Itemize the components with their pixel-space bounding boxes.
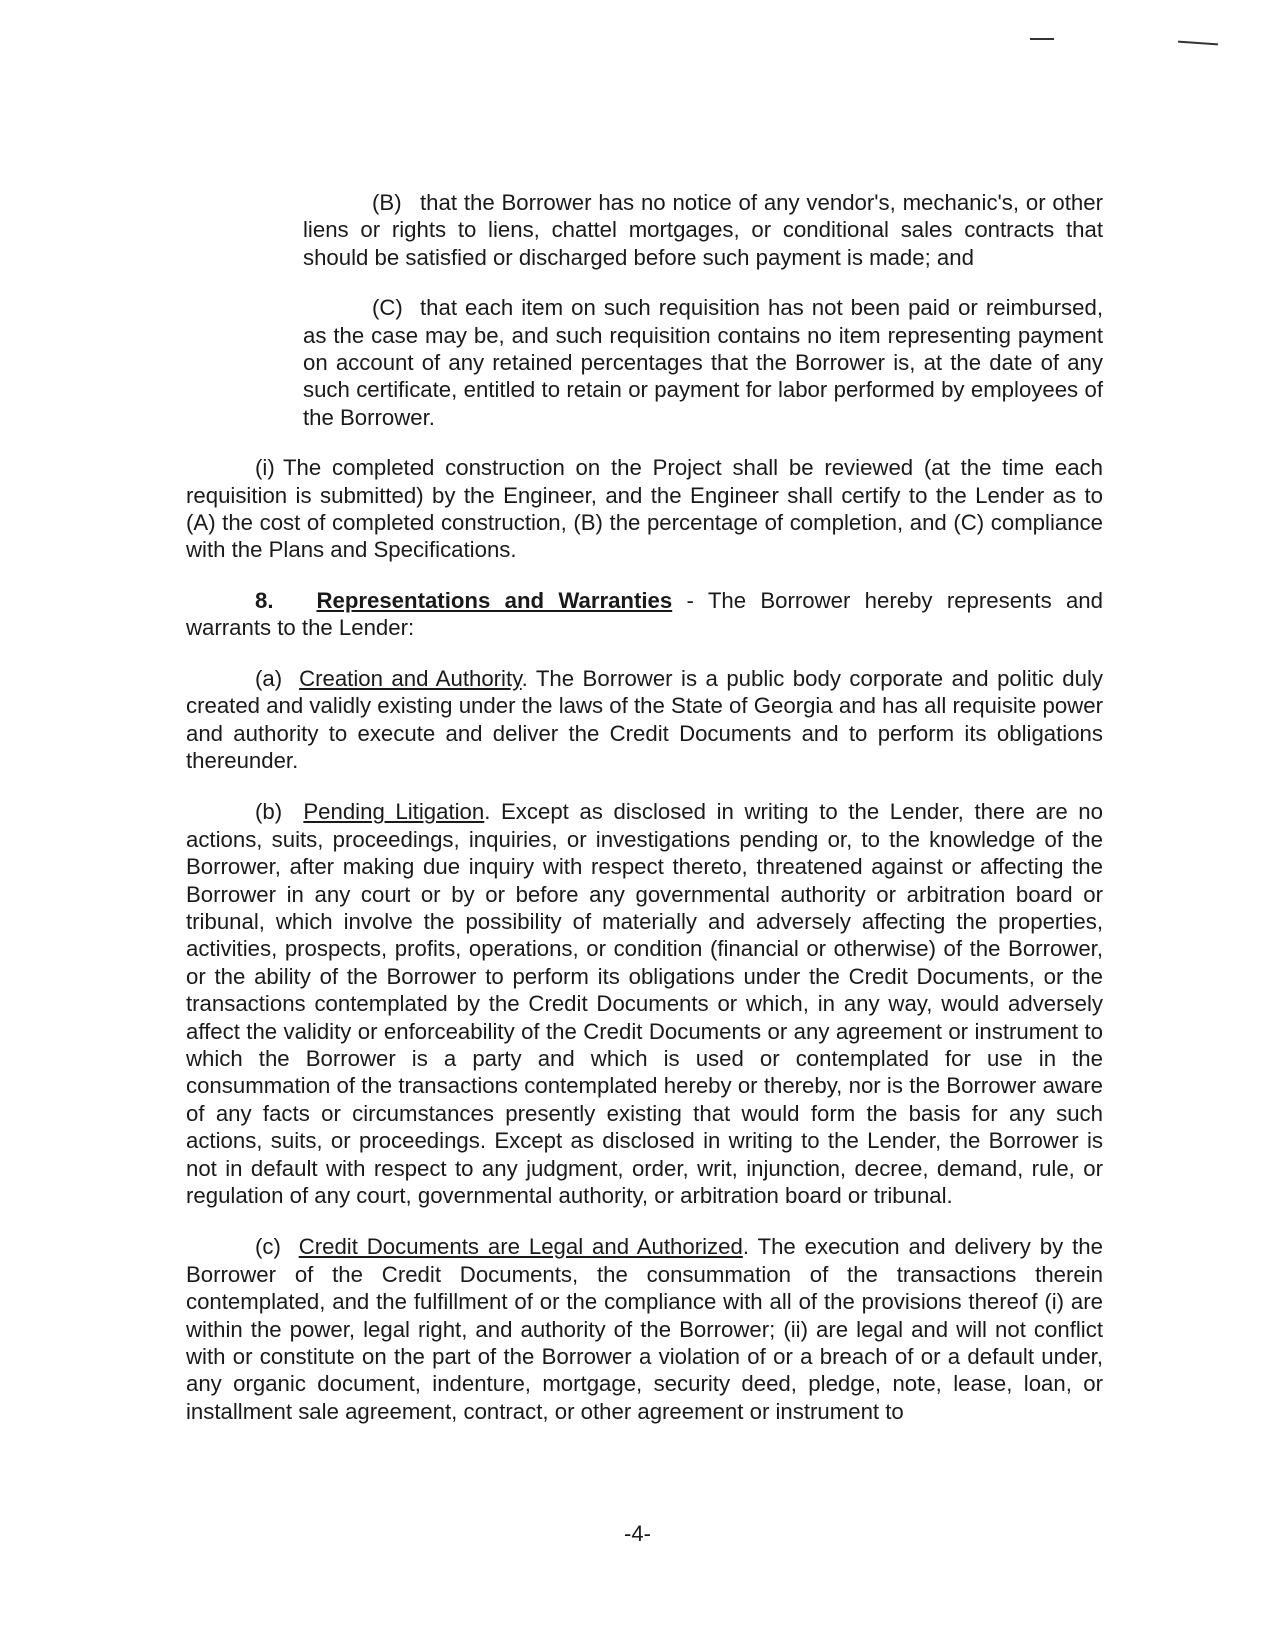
item-label: (i): [255, 455, 275, 481]
section-number: 8.: [255, 587, 274, 613]
section-8: [186, 587, 1103, 642]
subsection-text: . The execution and delivery by the Borrower of the Credit Documents, the consummation of the transactions therein contemplated, and the fulfillment of or the compliance with all of the provisions thereof (i) are within the power, legal right, and authority of the Borrower; (ii) are legal and will not conflict with or constitute on the part of the Borrower a violation of or a breach of or a default under, any organic document, indenture, mortgage, security deed, pledge, note, lease, loan, or installment sale agreement, contract, or other agreement or instrument to: [186, 1234, 1103, 1424]
item-text: The completed construction on the Project shall be reviewed (at the time each requisition is submitted) by the Engineer, and the Engineer shall certify to the Lender as to (A) the cost of completed construction, (B) the percentage of completion, and (C) compliance with the Plans and Specifications.: [186, 455, 1103, 563]
subsection-text: . Except as disclosed in writing to the Lender, there are no actions, suits, proceedings, inquiries, or investigations pending or, to the knowledge of the Borrower, after making due inquiry with respect thereto, threatened against or affecting the Borrower in any court or by or before any governmental authority or arbitration board or tribunal, which involve the possibility of materially and adversely affecting the properties, activities, prospects, profits, operations, or condition (financial or otherwise) of the Borrower, or the ability of the Borrower to perform its obligations under the Credit Documents, or the transactions contemplated by the Credit Documents or which, in any way, would adversely affect the validity or enforceability of the Credit Documents or any agreement or instrument to which the Borrower is a party and which is used or contemplated for use in the consummation of the transactions contemplated hereby or thereby, nor is the Borrower aware of any facts or circumstances presently existing that would form the basis for any such actions, suits, or proceedings. Except as disclosed in writing to the Lender, the Borrower is not in default with respect to any judgment, order, writ, injunction, decree, demand, rule, or regulation of any court, governmental authority, or arbitration board or tribunal.: [186, 799, 1103, 1208]
scan-artifact: [1178, 41, 1218, 46]
subsection-a: [186, 665, 1103, 775]
item-label: (B): [372, 190, 402, 215]
scan-artifact: [1030, 38, 1054, 40]
section-title: Representations and Warranties: [316, 587, 673, 613]
subsection-c: [186, 1233, 1103, 1425]
subsection-label: (c): [255, 1234, 281, 1260]
subsection-heading: Credit Documents are Legal and Authorized: [298, 1234, 743, 1260]
item-text: that each item on such requisition has not been paid or reimbursed, as the case may be, and such requisition contains no item representing payment on account of any retained percentages that the Borrower is, at the date of any such certificate, entitled to retain or payment for labor performed by employees of the Borrower.: [303, 295, 1103, 430]
item-label: (C): [372, 295, 403, 321]
item-text: that the Borrower has no notice of any vendor's, mechanic's, or other liens or rights to liens, chattel mortgages, or conditional sales contracts that should be satisfied or discharged before such payment is made; and: [303, 190, 1103, 270]
page-number: -4-: [624, 1521, 651, 1546]
subsection-label: (a): [255, 665, 283, 691]
item-b: [303, 189, 1103, 271]
subsection-text: . The Borrower is a public body corporate and politic duly created and validly existing under the laws of the State of Georgia and has all requisite power and authority to execute and deliver the Credit Documents and to perform its obligations thereunder.: [186, 665, 1103, 773]
subsection-heading: Pending Litigation: [303, 799, 485, 825]
section-intro: - The Borrower hereby represents and warrants to the Lender:: [186, 587, 1103, 641]
item-c: [303, 294, 1103, 431]
subsection-heading: Creation and Authority: [299, 665, 522, 691]
subsection-label: (b): [255, 799, 283, 825]
subsection-b: [186, 798, 1103, 1209]
item-i: [186, 454, 1103, 564]
document-body: [186, 189, 1103, 1425]
